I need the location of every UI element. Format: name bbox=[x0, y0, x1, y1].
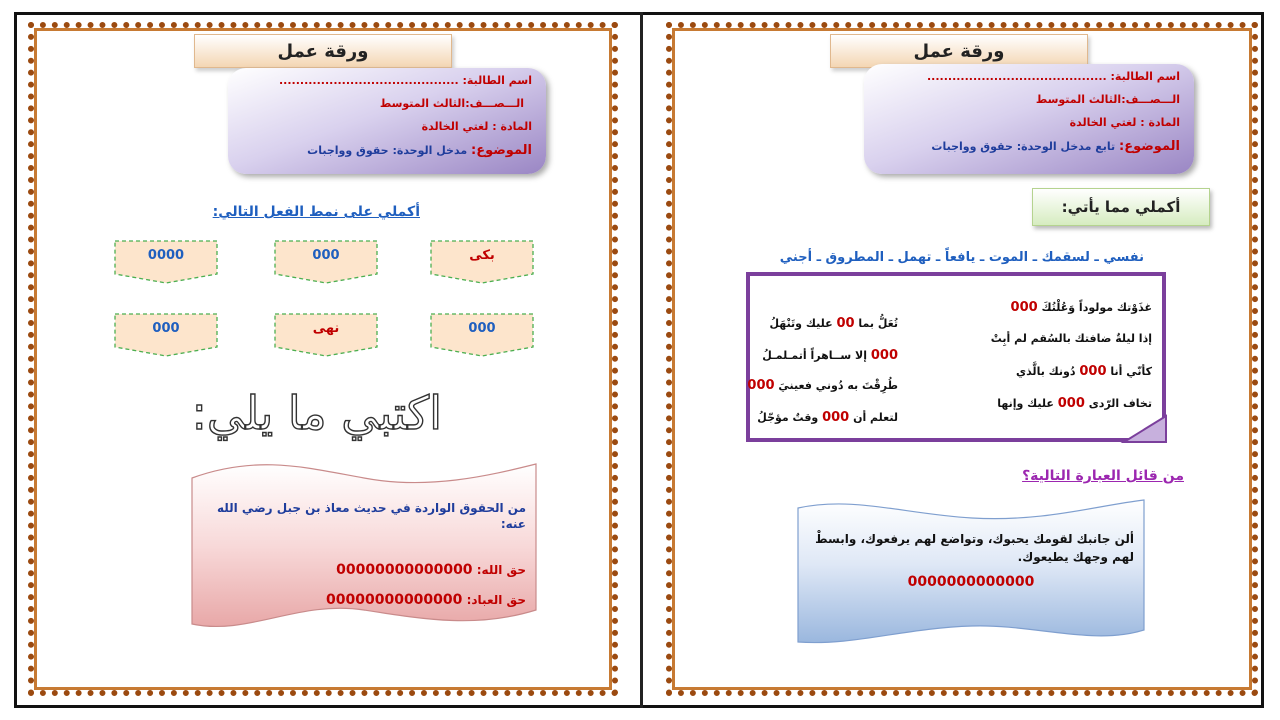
right-worksheet bbox=[666, 22, 1258, 696]
verb-box bbox=[430, 313, 534, 357]
poem-line: تخاف الرّدى 000 عليك وإنها bbox=[997, 396, 1152, 411]
page-curl bbox=[1120, 414, 1170, 446]
verb-box bbox=[114, 313, 218, 357]
scroll-shape bbox=[794, 496, 1148, 646]
verb-text: 0000 bbox=[147, 248, 185, 263]
verb-text: 000 bbox=[468, 321, 496, 336]
rights-scroll bbox=[188, 460, 540, 636]
instruction-heading: أكملي مما يأتي: bbox=[1032, 188, 1210, 226]
instruction-heading: أكملي على نمط الفعل التالي: bbox=[212, 204, 420, 220]
worksheet-title: ورقة عمل bbox=[194, 34, 452, 68]
verb-text: نهى bbox=[312, 321, 340, 336]
poem-line: إذا ليلةٌ ضافتك بالسُقم لم أبِتْ bbox=[990, 332, 1152, 345]
quote-answer: 0000000000000 bbox=[907, 574, 1035, 590]
subject-line: المادة : لغتي الخالدة bbox=[1069, 116, 1180, 129]
grade-line: الـــصـــف:الثالث المتوسط bbox=[379, 97, 524, 110]
write-heading: اكتبي ما يلي: bbox=[191, 386, 442, 440]
topic-line: الموضوع: تابع مدخل الوحدة: حقوق وواجبات bbox=[931, 139, 1180, 154]
quote-scroll bbox=[794, 496, 1148, 646]
verb-box bbox=[430, 240, 534, 284]
verb-text: بكى bbox=[469, 248, 495, 263]
topic-line: الموضوع: مدخل الوحدة: حقوق وواجبات bbox=[307, 143, 532, 158]
verb-text: 000 bbox=[312, 248, 340, 263]
who-said-heading: من قائل العبارة التالية؟ bbox=[1022, 468, 1184, 484]
poem-line: لتعلم أن 000 وقتٌ مؤجّلُ bbox=[757, 410, 898, 425]
grade-line: الـــصـــف:الثالث المتوسط bbox=[1035, 93, 1180, 106]
info-box bbox=[864, 64, 1194, 174]
scroll-shape bbox=[188, 460, 540, 636]
verb-box bbox=[274, 313, 378, 357]
student-name-field: اسم الطالبة: ........................................... bbox=[279, 74, 532, 87]
left-worksheet bbox=[28, 22, 618, 696]
poem-line: 000 إلا ســاهراً أتمـلمـلُ bbox=[762, 348, 898, 363]
quote-line: ألن جانبك لقومك يحبوك، وتواضع لهم يرفعوك، وابسطْ bbox=[815, 532, 1134, 546]
scroll-question: من الحقوق الواردة في حديث معاذ بن جبل رضي الله عنه: bbox=[216, 501, 526, 531]
page-divider bbox=[640, 12, 643, 708]
poem-line: كأنّي أنا 000 دُونك بالَّذي bbox=[1016, 364, 1152, 379]
poem-line: تُعَلُّ بما 00 عليك وتَنْهَلُ bbox=[769, 316, 898, 331]
verb-text: 000 bbox=[152, 321, 180, 336]
quote-line: لهم وجهك يطيعوك. bbox=[1017, 550, 1134, 564]
right-of-people-row: حق العباد: 00000000000000 bbox=[326, 592, 526, 608]
verb-box bbox=[114, 240, 218, 284]
subject-line: المادة : لغتي الخالدة bbox=[421, 120, 532, 133]
worksheet-title: ورقة عمل bbox=[830, 34, 1088, 68]
word-bank: نفسي ـ لسقمك ـ الموت ـ يافعاً ـ تهمل ـ المطروق ـ أجني bbox=[779, 250, 1144, 265]
verb-box bbox=[274, 240, 378, 284]
student-name-field: اسم الطالبة: ........................................... bbox=[927, 70, 1180, 83]
poem-line: غذَوْتك مولوداً وَعُلْتُكَ 000 bbox=[1010, 300, 1152, 315]
right-of-god-row: حق الله: 00000000000000 bbox=[336, 562, 526, 578]
info-box bbox=[228, 68, 546, 174]
poem-line: طُرِقْتَ به دُوني فعينيَ 000 bbox=[747, 378, 898, 393]
